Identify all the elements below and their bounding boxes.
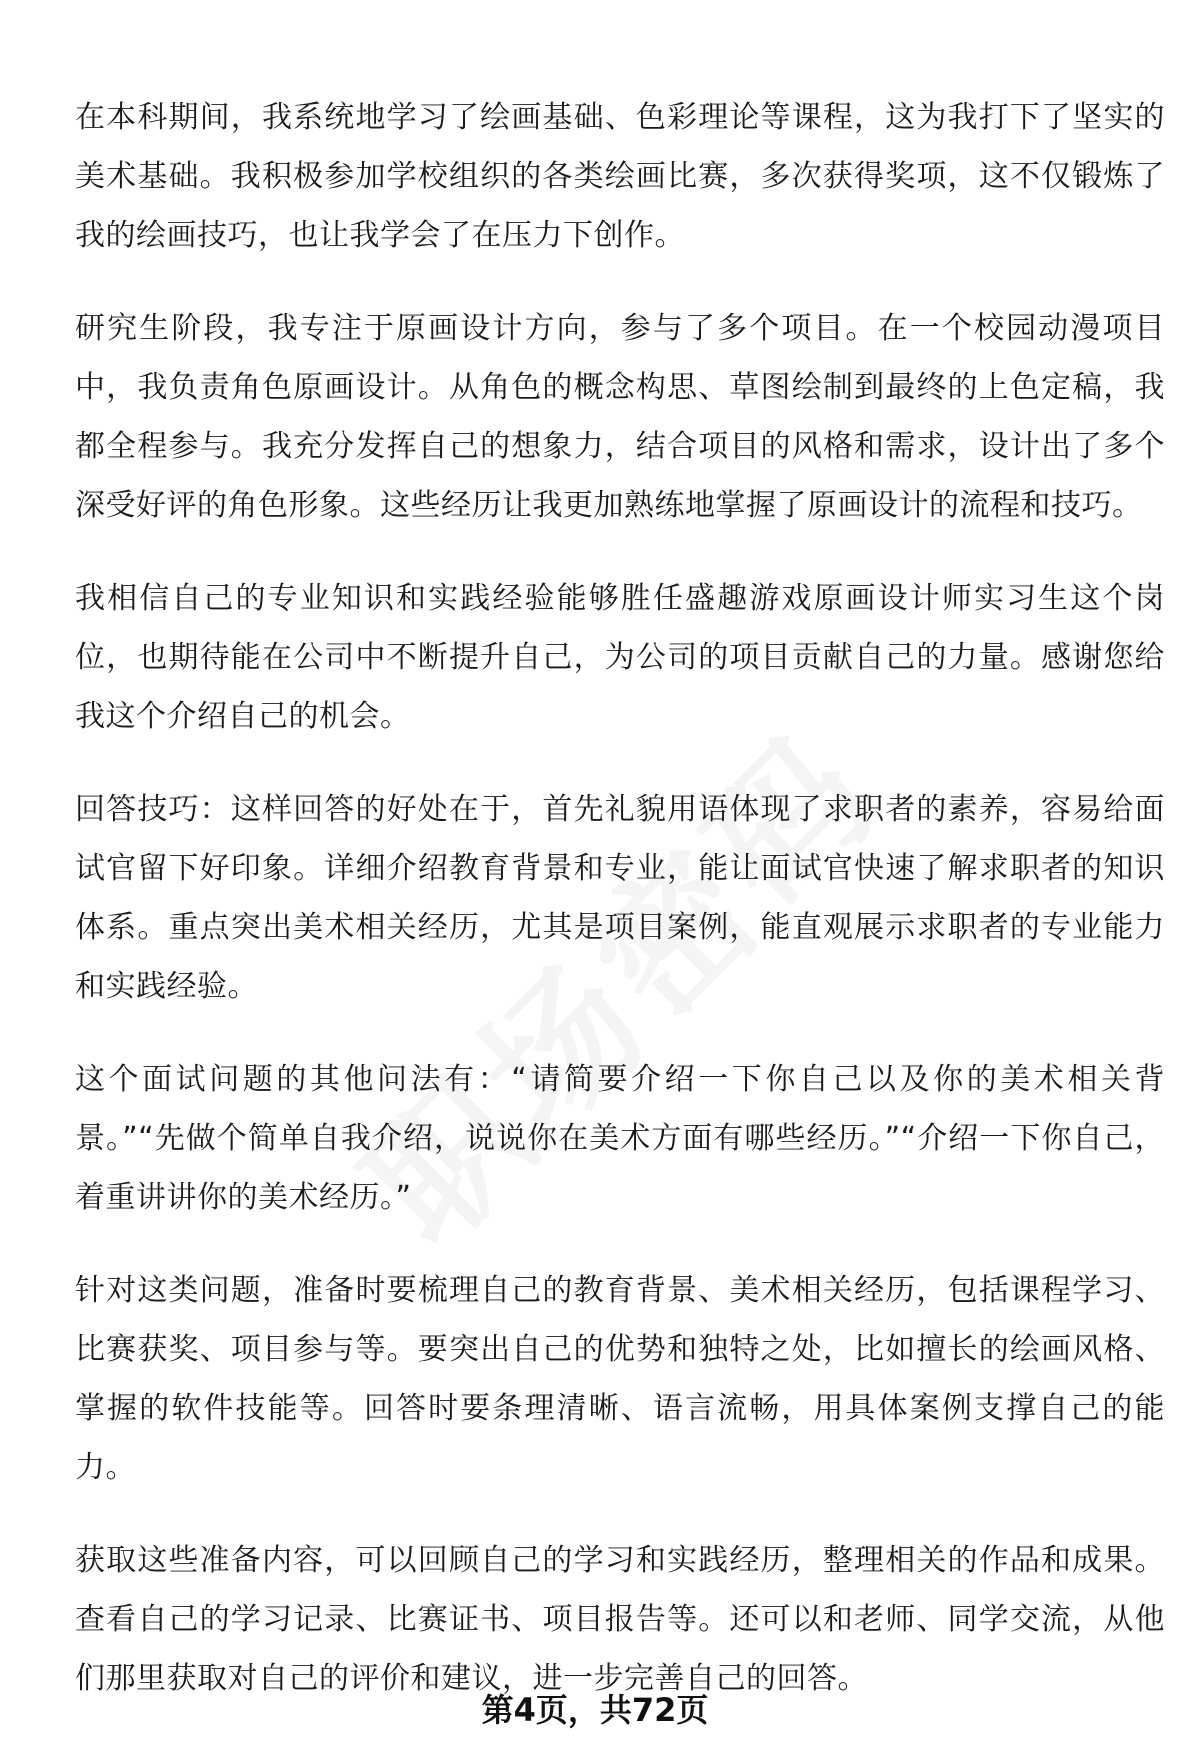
page-number: 第4页，共72页 bbox=[481, 1691, 709, 1729]
paragraph-undergraduate: 在本科期间，我系统地学习了绘画基础、色彩理论等课程，这为我打下了坚实的美术基础。我积极参加学校组织的各类绘画比赛，多次获得奖项，这不仅锻炼了我的绘画技巧，也让我学会了在压力下创作。 bbox=[75, 100, 1165, 253]
paragraph-conclusion: 我相信自己的专业知识和实践经验能够胜任盛趣游戏原画设计师实习生这个岗位，也期待能在公司中不断提升自己，为公司的项目贡献自己的力量。感谢您给我这个介绍自己的机会。 bbox=[75, 581, 1165, 734]
paragraph-graduate: 研究生阶段，我专注于原画设计方向，参与了多个项目。在一个校园动漫项目中，我负责角色原画设计。从角色的概念构思、草图绘制到最终的上色定稿，我都全程参与。我充分发挥自己的想象力，结合项目的风格和需求，设计出了多个深受好评的角色形象。这些经历让我更加熟练地掌握了原画设计的流程和技巧。 bbox=[75, 311, 1165, 523]
document-body bbox=[75, 88, 1165, 1742]
paragraph-materials: 获取这些准备内容，可以回顾自己的学习和实践经历，整理相关的作品和成果。查看自己的学习记录、比赛证书、项目报告等。还可以和老师、同学交流，从他们那里获取对自己的评价和建议，进一步完善自己的回答。 bbox=[75, 1543, 1165, 1696]
paragraph-alternative-questions: 这个面试问题的其他问法有：“请简要介绍一下你自己以及你的美术相关背景。”“先做个简单自我介绍，说说你在美术方面有哪些经历。”“介绍一下你自己，着重讲讲你的美术经历。” bbox=[75, 1062, 1165, 1215]
paragraph-preparation: 针对这类问题，准备时要梳理自己的教育背景、美术相关经历，包括课程学习、比赛获奖、项目参与等。要突出自己的优势和独特之处，比如擅长的绘画风格、掌握的软件技能等。回答时要条理清晰、语言流畅，用具体案例支撑自己的能力。 bbox=[75, 1273, 1165, 1485]
paragraph-answer-tips: 回答技巧：这样回答的好处在于，首先礼貌用语体现了求职者的素养，容易给面试官留下好印象。详细介绍教育背景和专业，能让面试官快速了解求职者的知识体系。重点突出美术相关经历，尤其是项目案例，能直观展示求职者的专业能力和实践经验。 bbox=[75, 792, 1165, 1004]
